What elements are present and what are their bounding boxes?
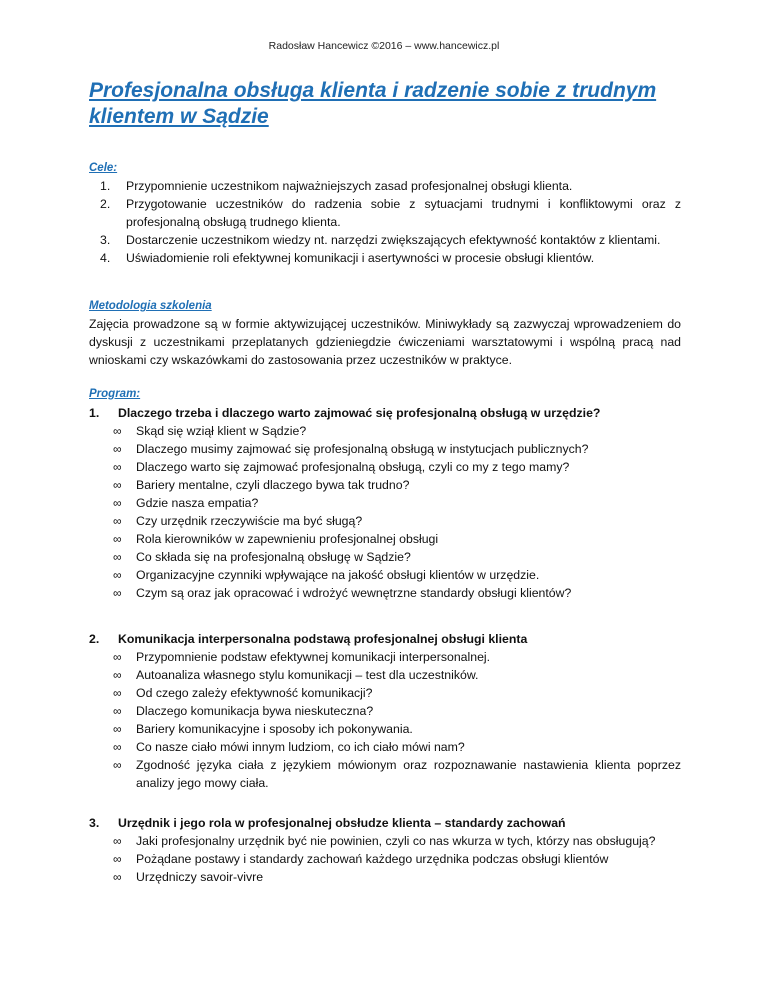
list-item-text: Czym są oraz jak opracować i wdrożyć wewnętrzne standardy obsługi klientów? — [136, 586, 572, 600]
list-item — [89, 530, 681, 548]
list-item — [89, 458, 681, 476]
list-item — [89, 566, 681, 584]
list-item — [89, 648, 681, 666]
list-item — [89, 440, 681, 458]
goals-item — [89, 195, 681, 231]
list-item-text: Organizacyjne czynniki wpływające na jakość obsługi klientów w urzędzie. — [136, 568, 540, 582]
goals-section — [89, 160, 681, 267]
list-item-text: Bariery komunikacyjne i sposoby ich pokonywania. — [136, 722, 413, 736]
list-item-text: Jaki profesjonalny urzędnik być nie powinien, czyli co nas wkurza w tych, którzy nas obsługują? — [136, 834, 656, 848]
infinity-bullet-icon: ∞ — [113, 424, 122, 438]
list-item — [89, 720, 681, 738]
list-item — [89, 702, 681, 720]
list-item — [89, 850, 681, 868]
program-block-2 — [89, 630, 681, 792]
goals-item — [89, 231, 681, 249]
program-block-list — [89, 648, 681, 792]
infinity-bullet-icon: ∞ — [113, 514, 122, 528]
infinity-bullet-icon: ∞ — [113, 478, 122, 492]
list-item-text: Dlaczego musimy zajmować się profesjonalną obsługą w instytucjach publicznych? — [136, 442, 589, 456]
list-item — [89, 684, 681, 702]
methodology-heading: Metodologia szkolenia — [89, 300, 212, 312]
goals-item-number: 4. — [100, 251, 111, 265]
infinity-bullet-icon: ∞ — [113, 668, 122, 682]
list-item-text: Skąd się wziął klient w Sądzie? — [136, 424, 307, 438]
goals-item-text: Przygotowanie uczestników do radzenia sobie z sytuacjami trudnymi i konfliktowymi oraz z profesjonalną obsługą trudnego klienta. — [126, 197, 681, 229]
methodology-text: Zajęcia prowadzone są w formie aktywizującej uczestników. Miniwykłady są zazwyczaj wprowadzeniem do dyskusji z uczestnikami przeplatanych gdzieniegdzie ćwiczeniami warsztatowymi i wspólną pracą nad wnioskami czy wskazówkami do zastosowania przez uczestników w praktyce. — [89, 317, 681, 367]
program-block-title — [89, 814, 681, 832]
list-item — [89, 832, 681, 850]
list-item-text: Dlaczego warto się zajmować profesjonalną obsługą, czyli co my z tego mamy? — [136, 460, 570, 474]
list-item-text: Pożądane postawy i standardy zachowań każdego urzędnika podczas obsługi klientów — [136, 852, 609, 866]
list-item — [89, 476, 681, 494]
program-block-3 — [89, 814, 681, 886]
goals-item — [89, 177, 681, 195]
list-item-text: Bariery mentalne, czyli dlaczego bywa tak trudno? — [136, 478, 410, 492]
list-item — [89, 548, 681, 566]
infinity-bullet-icon: ∞ — [113, 532, 122, 546]
goals-heading: Cele: — [89, 162, 118, 174]
goals-item-text: Uświadomienie roli efektywnej komunikacji i asertywności w procesie obsługi klientów. — [126, 251, 595, 265]
infinity-bullet-icon: ∞ — [113, 460, 122, 474]
list-item-text: Gdzie nasza empatia? — [136, 496, 259, 510]
infinity-bullet-icon: ∞ — [113, 650, 122, 664]
program-block-title-text: Komunikacja interpersonalna podstawą profesjonalnej obsługi klienta — [118, 632, 528, 646]
list-item-text: Autoanaliza własnego stylu komunikacji – test dla uczestników. — [136, 668, 479, 682]
program-block-number: 2. — [89, 632, 100, 646]
infinity-bullet-icon: ∞ — [113, 852, 122, 866]
goals-item-text: Dostarczenie uczestnikom wiedzy nt. narzędzi zwiększających efektywność kontaktów z klientami. — [126, 233, 661, 247]
infinity-bullet-icon: ∞ — [113, 870, 122, 884]
program-block-list — [89, 422, 681, 602]
list-item-text: Od czego zależy efektywność komunikacji? — [136, 686, 373, 700]
program-heading: Program: — [89, 388, 141, 400]
infinity-bullet-icon: ∞ — [113, 550, 122, 564]
goals-item-text: Przypomnienie uczestnikom najważniejszych zasad profesjonalnej obsługi klienta. — [126, 179, 573, 193]
page-header: Radosław Hancewicz ©2016 – www.hancewicz.pl — [268, 40, 500, 52]
list-item-text: Co nasze ciało mówi innym ludziom, co ich ciało mówi nam? — [136, 740, 465, 754]
list-item-text: Co składa się na profesjonalną obsługę w Sądzie? — [136, 550, 411, 564]
list-item — [89, 584, 681, 602]
goals-item-number: 2. — [100, 197, 111, 211]
program-block-title — [89, 404, 681, 422]
goals-item-number: 3. — [100, 233, 111, 247]
infinity-bullet-icon: ∞ — [113, 586, 122, 600]
list-item — [89, 422, 681, 440]
list-item-text: Zgodność języka ciała z językiem mówionym oraz rozpoznawanie nastawienia klienta poprzez analizy jego mowy ciała. — [136, 758, 681, 790]
infinity-bullet-icon: ∞ — [113, 704, 122, 718]
list-item-text: Rola kierowników w zapewnieniu profesjonalnej obsługi — [136, 532, 439, 546]
methodology-section — [89, 298, 681, 369]
infinity-bullet-icon: ∞ — [113, 568, 122, 582]
document-title: Profesjonalna obsługa klienta i radzenie sobie z trudnym klientem w Sądzie — [89, 79, 657, 128]
program-block-1 — [89, 404, 681, 602]
list-item-text: Przypomnienie podstaw efektywnej komunikacji interpersonalnej. — [136, 650, 491, 664]
list-item-text: Urzędniczy savoir-vivre — [136, 870, 264, 884]
program-block-list — [89, 832, 681, 886]
list-item-text: Czy urzędnik rzeczywiście ma być sługą? — [136, 514, 363, 528]
list-item — [89, 868, 681, 886]
infinity-bullet-icon: ∞ — [113, 686, 122, 700]
list-item-text: Dlaczego komunikacja bywa nieskuteczna? — [136, 704, 374, 718]
program-block-number: 1. — [89, 406, 100, 420]
infinity-bullet-icon: ∞ — [113, 758, 122, 772]
program-block-title — [89, 630, 681, 648]
list-item — [89, 756, 681, 792]
list-item — [89, 494, 681, 512]
infinity-bullet-icon: ∞ — [113, 834, 122, 848]
program-block-number: 3. — [89, 816, 100, 830]
goals-item-number: 1. — [100, 179, 111, 193]
infinity-bullet-icon: ∞ — [113, 740, 122, 754]
program-section — [89, 386, 681, 403]
list-item — [89, 738, 681, 756]
goals-item — [89, 249, 681, 267]
list-item — [89, 666, 681, 684]
program-block-title-text: Urzędnik i jego rola w profesjonalnej obsłudze klienta – standardy zachowań — [118, 816, 566, 830]
infinity-bullet-icon: ∞ — [113, 496, 122, 510]
goals-list — [89, 177, 681, 267]
infinity-bullet-icon: ∞ — [113, 442, 122, 456]
infinity-bullet-icon: ∞ — [113, 722, 122, 736]
list-item — [89, 512, 681, 530]
program-block-title-text: Dlaczego trzeba i dlaczego warto zajmować się profesjonalną obsługą w urzędzie? — [118, 406, 601, 420]
